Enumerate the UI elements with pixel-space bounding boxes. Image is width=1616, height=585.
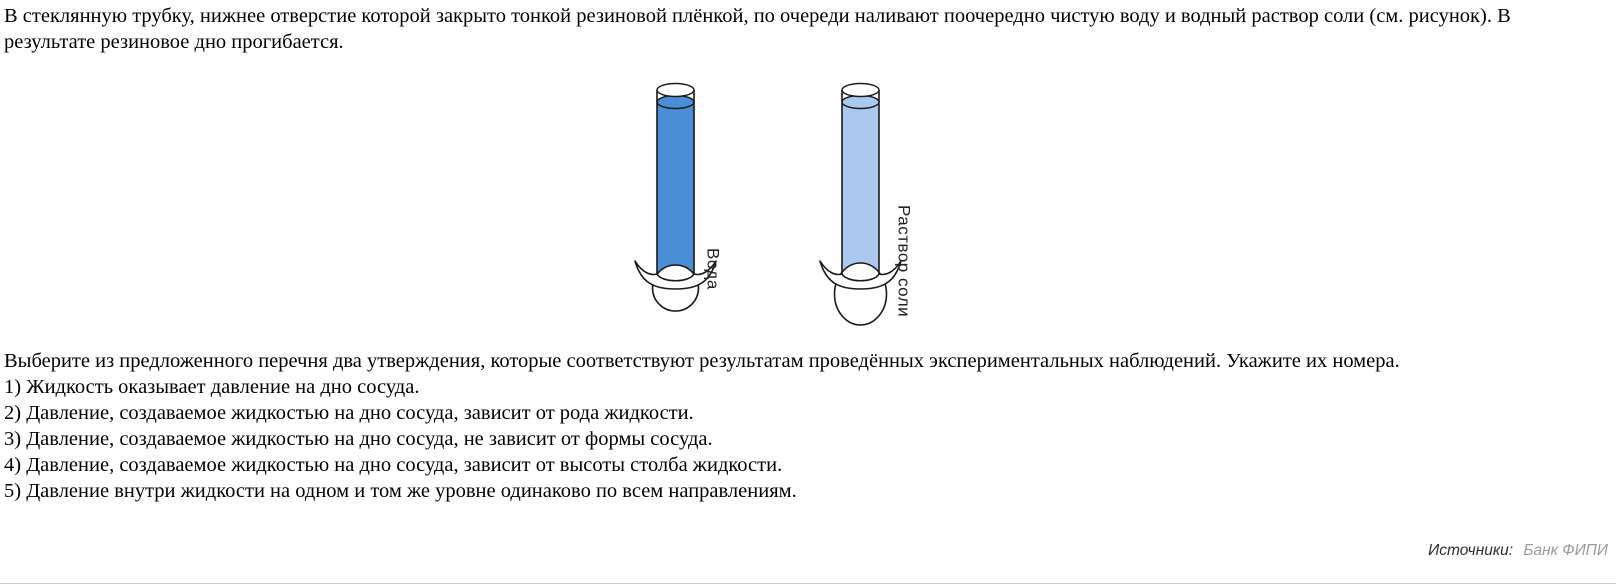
bottom-divider xyxy=(0,583,1616,584)
sources-line xyxy=(1428,541,1608,561)
water-tube-label: Вода xyxy=(703,248,723,290)
liquid-surface xyxy=(842,96,879,109)
statement-option-3: 3) Давление, создаваемое жидкостью на дно сосуда, не зависит от формы сосуда. xyxy=(4,428,713,451)
water-column xyxy=(657,102,694,284)
problem-intro-text: В стеклянную трубку, нижнее отверстие которой закрыто тонкой резиновой плёнкой, по очереди наливают поочередно чистую воду и водный раствор соли (см. рисунок). В результате резиновое дно прогибается. xyxy=(4,5,1511,54)
salt-tube-label: Раствор соли xyxy=(894,205,914,318)
statements-list xyxy=(0,374,1616,504)
liquid-surface xyxy=(657,96,694,109)
statement-option-4: 4) Давление, создаваемое жидкостью на дно сосуда, зависит от высоты столба жидкости. xyxy=(4,454,783,477)
statement-option-1: 1) Жидкость оказывает давление на дно сосуда. xyxy=(4,376,420,399)
experiment-figure xyxy=(0,78,1616,348)
tube-rim xyxy=(657,84,694,97)
water-tube-figure xyxy=(610,78,750,318)
source-link-fipi[interactable]: Банк ФИПИ xyxy=(1523,542,1608,559)
salt-solution-column xyxy=(842,102,879,284)
statement-option-2: 2) Давление, создаваемое жидкостью на дно сосуда, зависит от рода жидкости. xyxy=(4,402,694,425)
tube-rim xyxy=(842,84,879,97)
statement-option-5: 5) Давление внутри жидкости на одном и том же уровне одинаково по всем направлениям. xyxy=(4,480,797,503)
sources-label: Источники: xyxy=(1428,542,1514,559)
question-text: Выберите из предложенного перечня два утверждения, которые соответствуют результатам проведённых экспериментальных наблюдений. Укажите их номера. xyxy=(4,350,1400,373)
